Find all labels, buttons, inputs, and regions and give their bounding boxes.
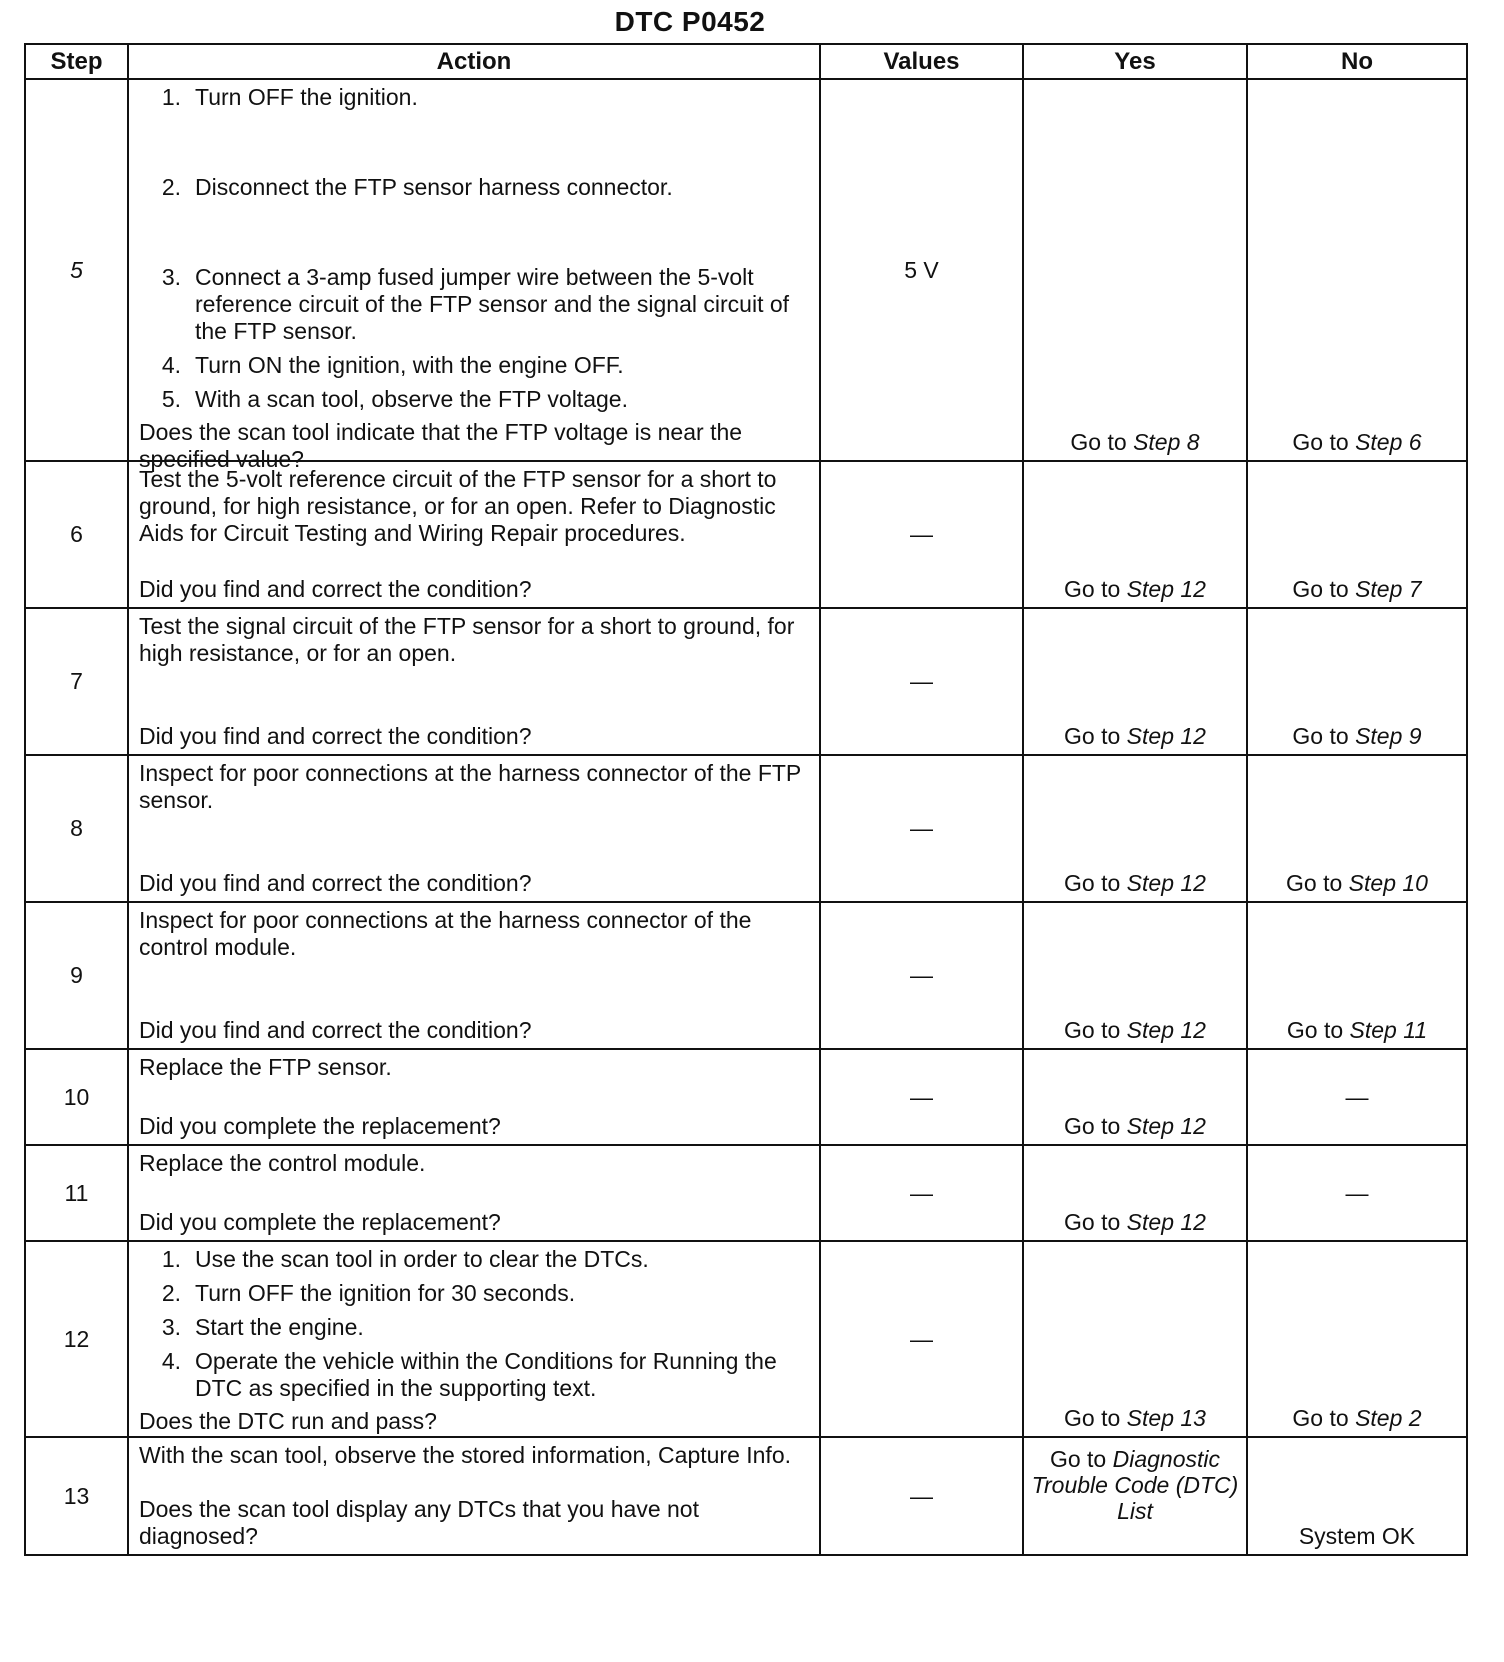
- no-result: [1247, 461, 1467, 608]
- table-row: [25, 755, 1467, 902]
- action-question: Does the DTC run and pass?: [139, 1408, 437, 1434]
- no-result: System OK: [1247, 1437, 1467, 1555]
- step-number: 13: [25, 1437, 128, 1555]
- no-result: [1247, 755, 1467, 902]
- no-step-ref: Step 2: [1355, 1405, 1422, 1431]
- action-text: Replace the FTP sensor.: [139, 1054, 392, 1080]
- yes-step-ref: Step 12: [1126, 723, 1206, 749]
- yes-result: [1023, 1145, 1247, 1241]
- no-step-ref: Step 6: [1355, 429, 1422, 455]
- step-number: 10: [25, 1049, 128, 1145]
- action-step: [139, 1280, 807, 1307]
- step-index: 4.: [161, 352, 181, 378]
- no-result: [1247, 902, 1467, 1049]
- step-index: 2.: [161, 1280, 181, 1306]
- yes-result: [1023, 608, 1247, 755]
- step-number: 6: [25, 461, 128, 608]
- step-index: 1.: [161, 84, 181, 110]
- yes-step-ref: Step 12: [1126, 1017, 1206, 1043]
- action-text: Test the 5-volt reference circuit of the FTP sensor for a short to ground, for high resistance, or for an open. Refer to Diagnostic Aids for Circuit Testing and Wiring Repair procedures.: [139, 466, 777, 546]
- no-result: [1247, 1241, 1467, 1437]
- table-row: [25, 608, 1467, 755]
- no-step-ref: Step 11: [1349, 1017, 1428, 1043]
- step-text: Connect a 3-amp fused jumper wire between the 5-volt reference circuit of the FTP sensor and the signal circuit of the FTP sensor.: [195, 264, 790, 344]
- action-cell: [128, 755, 820, 902]
- yes-result: [1023, 1437, 1247, 1555]
- value-cell: —: [820, 902, 1023, 1049]
- yes-result: [1023, 1049, 1247, 1145]
- yes-step-ref: Step 8: [1133, 429, 1200, 455]
- step-index: 4.: [161, 1348, 181, 1374]
- diagnostic-table: [24, 43, 1468, 1556]
- yes-prefix: Go to: [1064, 870, 1121, 896]
- action-question: Did you find and correct the condition?: [139, 1017, 532, 1043]
- table-row: [25, 1049, 1467, 1145]
- action-cell: [128, 1241, 820, 1437]
- header-values: Values: [820, 44, 1023, 79]
- yes-prefix: Go to: [1070, 429, 1127, 455]
- no-prefix: Go to: [1292, 1405, 1349, 1431]
- yes-prefix: Go to: [1064, 1017, 1121, 1043]
- yes-result: [1023, 755, 1247, 902]
- action-steps: [139, 1246, 807, 1402]
- action-step: [139, 352, 807, 379]
- no-prefix: Go to: [1286, 870, 1343, 896]
- action-step: [139, 1348, 807, 1402]
- action-question: Does the scan tool display any DTCs that you have not diagnosed?: [139, 1496, 699, 1549]
- yes-result: [1023, 79, 1247, 461]
- no-result: [1247, 608, 1467, 755]
- step-number: 11: [25, 1145, 128, 1241]
- action-text: Inspect for poor connections at the harness connector of the FTP sensor.: [139, 760, 801, 813]
- step-text: Use the scan tool in order to clear the DTCs.: [195, 1246, 649, 1272]
- action-text: Replace the control module.: [139, 1150, 426, 1176]
- action-cell: [128, 902, 820, 1049]
- action-question: Did you complete the replacement?: [139, 1209, 501, 1235]
- action-steps: [139, 84, 807, 413]
- yes-step-ref: Step 12: [1126, 870, 1206, 896]
- yes-result: [1023, 1241, 1247, 1437]
- yes-prefix: Go to: [1064, 723, 1121, 749]
- value-cell: —: [820, 1437, 1023, 1555]
- step-index: 3.: [161, 264, 181, 290]
- yes-step-ref: Diagnostic Trouble Code (DTC) List: [1031, 1446, 1239, 1524]
- table-row: [25, 1145, 1467, 1241]
- yes-step-ref: Step 12: [1126, 1113, 1206, 1139]
- action-step: [139, 174, 807, 201]
- table-row: [25, 461, 1467, 608]
- action-text: Inspect for poor connections at the harness connector of the control module.: [139, 907, 752, 960]
- yes-prefix: Go to: [1064, 576, 1121, 602]
- step-number: 12: [25, 1241, 128, 1437]
- step-number: 9: [25, 902, 128, 1049]
- yes-prefix: Go to: [1064, 1113, 1121, 1139]
- action-question: Does the scan tool indicate that the FTP voltage is near the specified value?: [139, 419, 743, 472]
- table-row: [25, 79, 1467, 461]
- header-action: Action: [128, 44, 820, 79]
- step-index: 3.: [161, 1314, 181, 1340]
- action-step: [139, 386, 807, 413]
- no-step-ref: Step 9: [1355, 723, 1422, 749]
- yes-result: [1023, 461, 1247, 608]
- yes-step-ref: Step 12: [1126, 1209, 1206, 1235]
- action-cell: [128, 608, 820, 755]
- no-step-ref: Step 10: [1348, 870, 1428, 896]
- step-text: Turn OFF the ignition.: [195, 84, 418, 110]
- value-cell: —: [820, 461, 1023, 608]
- no-prefix: Go to: [1292, 723, 1349, 749]
- yes-prefix: Go to: [1049, 1446, 1107, 1472]
- no-result: —: [1247, 1145, 1467, 1241]
- action-cell: [128, 1437, 820, 1555]
- step-text: Turn OFF the ignition for 30 seconds.: [195, 1280, 576, 1306]
- action-step: [139, 264, 807, 345]
- value-cell: —: [820, 755, 1023, 902]
- action-step: [139, 1246, 807, 1273]
- header-yes: Yes: [1023, 44, 1247, 79]
- page-title: DTC P0452: [614, 6, 766, 37]
- value-cell: 5 V: [820, 79, 1023, 461]
- action-question: Did you complete the replacement?: [139, 1113, 501, 1139]
- action-question: Did you find and correct the condition?: [139, 576, 532, 602]
- yes-result: [1023, 902, 1247, 1049]
- action-cell: [128, 1145, 820, 1241]
- step-text: Start the engine.: [195, 1314, 364, 1340]
- step-text: Disconnect the FTP sensor harness connector.: [195, 174, 673, 200]
- step-index: 5.: [161, 386, 181, 412]
- step-text: With a scan tool, observe the FTP voltage.: [195, 386, 628, 412]
- yes-prefix: Go to: [1064, 1405, 1121, 1431]
- table-row: [25, 902, 1467, 1049]
- table-row: [25, 1437, 1467, 1555]
- action-step: [139, 1314, 807, 1341]
- yes-prefix: Go to: [1064, 1209, 1121, 1235]
- value-cell: —: [820, 608, 1023, 755]
- action-cell: [128, 1049, 820, 1145]
- step-text: Turn ON the ignition, with the engine OFF.: [195, 352, 624, 378]
- value-cell: —: [820, 1049, 1023, 1145]
- action-cell: [128, 79, 820, 472]
- step-index: 1.: [161, 1246, 181, 1272]
- header-no: No: [1247, 44, 1467, 79]
- no-prefix: Go to: [1292, 429, 1349, 455]
- no-prefix: Go to: [1286, 1017, 1344, 1043]
- no-step-ref: Step 7: [1355, 576, 1422, 602]
- no-prefix: Go to: [1292, 576, 1349, 602]
- step-number: 7: [25, 608, 128, 755]
- no-result: [1247, 79, 1467, 461]
- step-number: 8: [25, 755, 128, 902]
- action-text: With the scan tool, observe the stored information, Capture Info.: [139, 1442, 792, 1468]
- step-text: Operate the vehicle within the Conditions for Running the DTC as specified in the supporting text.: [195, 1348, 777, 1401]
- action-cell: [128, 461, 820, 608]
- yes-step-ref: Step 13: [1126, 1405, 1206, 1431]
- action-question: Did you find and correct the condition?: [139, 870, 532, 896]
- step-index: 2.: [161, 174, 181, 200]
- yes-step-ref: Step 12: [1126, 576, 1206, 602]
- header-row: [25, 44, 1467, 79]
- table-row: [25, 1241, 1467, 1437]
- no-result: —: [1247, 1049, 1467, 1145]
- action-text: Test the signal circuit of the FTP sensor for a short to ground, for high resistance, or for an open.: [139, 613, 795, 666]
- header-step: Step: [25, 44, 128, 79]
- action-step: [139, 84, 807, 111]
- value-cell: —: [820, 1241, 1023, 1437]
- value-cell: —: [820, 1145, 1023, 1241]
- action-question: Did you find and correct the condition?: [139, 723, 532, 749]
- step-number: 5: [25, 79, 128, 461]
